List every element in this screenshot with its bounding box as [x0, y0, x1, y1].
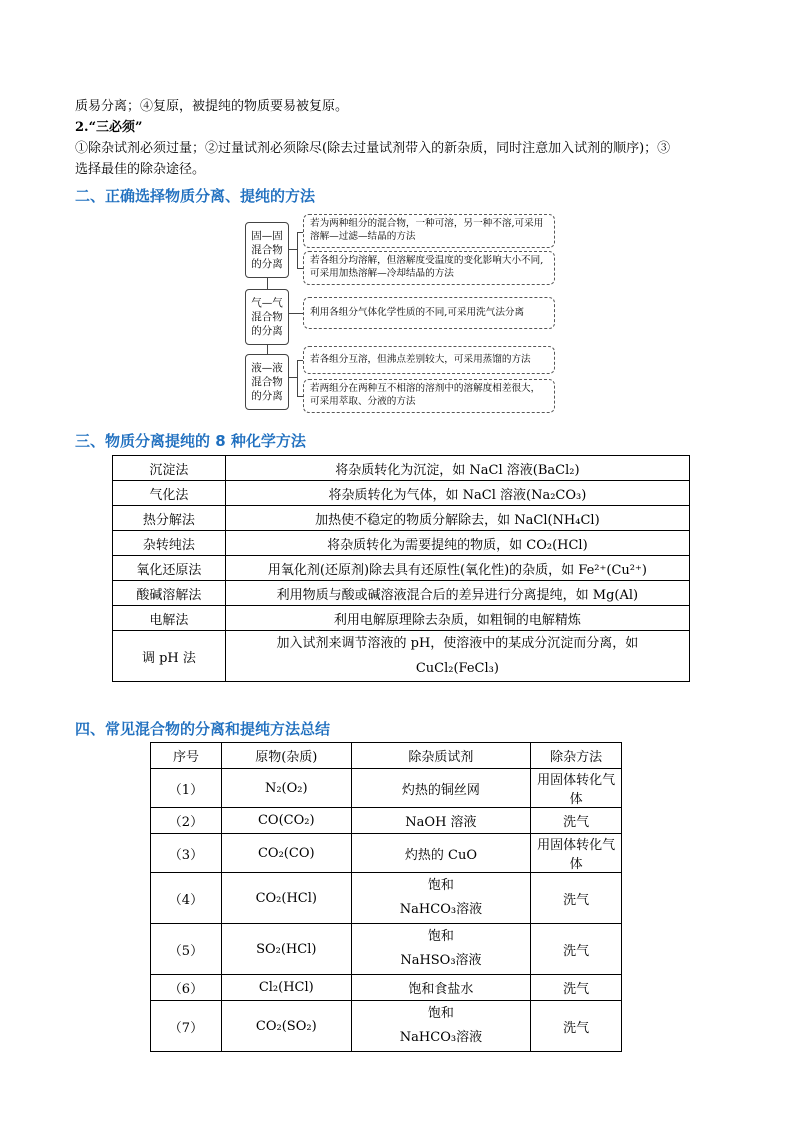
reagent-cont: NaHCO₃溶液 [399, 1030, 483, 1045]
table-row [151, 924, 622, 975]
column-header: 除杂方法 [531, 743, 622, 769]
method-name: 电解法 [113, 606, 226, 631]
method-desc: 加热使不稳定的物质分解除去，如 NaCl(NH₄Cl) [225, 506, 689, 531]
mixture: CO(CO₂) [221, 808, 351, 834]
section-heading: 三、物质分离提纯的 8 种化学方法 [75, 432, 306, 450]
removal-method: 洗气 [531, 1001, 622, 1052]
connector-line [289, 249, 297, 250]
table-header-row [151, 743, 622, 769]
method-desc: 将杂质转化为沉淀，如 NaCl 溶液(BaCl₂) [225, 456, 689, 481]
method-desc: 将杂质转化为气体，如 NaCl 溶液(Na₂CO₃) [225, 481, 689, 506]
separation-diagram [245, 212, 555, 417]
method-name: 沉淀法 [113, 456, 226, 481]
table-row [113, 531, 690, 556]
reagent-cell [351, 924, 531, 975]
reagent: 饱和食盐水 [351, 975, 531, 1001]
intro-line: 质易分离；④复原，被提纯的物质要易被复原。 [75, 99, 349, 114]
table-row [151, 975, 622, 1001]
table-row [113, 556, 690, 581]
removal-method: 用固体转化气体 [531, 769, 622, 808]
reagent-cell [351, 873, 531, 924]
table-row [151, 808, 622, 834]
removal-method: 洗气 [531, 808, 622, 834]
table-row [113, 581, 690, 606]
table-row [113, 606, 690, 631]
method-description: 若为两种组分的混合物，一种可溶，另一种不溶,可采用溶解—过滤—结晶的方法 [303, 214, 555, 248]
connector-line [289, 313, 303, 314]
mixture: Cl₂(HCl) [221, 975, 351, 1001]
reagent-cont: NaHSO₃溶液 [400, 953, 482, 968]
method-description: 若两组分在两种互不相溶的溶剂中的溶解度相差很大，可采用萃取、分液的方法 [303, 379, 555, 413]
purification-summary-table [150, 742, 622, 1052]
category-box: 气—气混合物的分离 [245, 289, 289, 345]
method-name: 调 pH 法 [113, 631, 226, 682]
removal-method: 洗气 [531, 873, 622, 924]
method-desc: 利用电解原理除去杂质，如粗铜的电解精炼 [225, 606, 689, 631]
reagent: 饱和 [427, 929, 454, 944]
row-number: （5） [151, 924, 222, 975]
column-header: 除杂质试剂 [351, 743, 531, 769]
mixture: CO₂(SO₂) [221, 1001, 351, 1052]
connector-line [289, 377, 297, 378]
method-name: 氧化还原法 [113, 556, 226, 581]
method-desc-cont: CuCl₂(FeCl₃) [415, 661, 499, 676]
method-description: 利用各组分气体化学性质的不同,可采用洗气法分离 [303, 297, 555, 329]
reagent: 饱和 [427, 878, 454, 893]
subheading-three-musts: 2.“三必须” [75, 120, 143, 135]
connector-line [297, 360, 298, 397]
reagent-cell [351, 1001, 531, 1052]
row-number: （1） [151, 769, 222, 808]
chemical-methods-table [112, 455, 690, 682]
section-heading: 二、正确选择物质分离、提纯的方法 [75, 187, 316, 205]
method-name: 杂转纯法 [113, 531, 226, 556]
reagent: 饱和 [427, 1006, 454, 1021]
mixture: SO₂(HCl) [221, 924, 351, 975]
mixture: CO₂(CO) [221, 834, 351, 873]
table-row [151, 1001, 622, 1052]
removal-method: 用固体转化气体 [531, 834, 622, 873]
reagent: 灼热的铜丝网 [351, 769, 531, 808]
table-row [113, 506, 690, 531]
method-desc: 利用物质与酸或碱溶液混合后的差异进行分离提纯，如 Mg(Al) [225, 581, 689, 606]
row-number: （3） [151, 834, 222, 873]
removal-method: 洗气 [531, 924, 622, 975]
row-number: （6） [151, 975, 222, 1001]
section-heading: 四、常见混合物的分离和提纯方法总结 [75, 720, 331, 738]
method-desc: 将杂质转化为需要提纯的物质，如 CO₂(HCl) [225, 531, 689, 556]
method-name: 气化法 [113, 481, 226, 506]
table-row [151, 873, 622, 924]
method-name: 热分解法 [113, 506, 226, 531]
row-number: （4） [151, 873, 222, 924]
removal-method: 洗气 [531, 975, 622, 1001]
table-row [151, 769, 622, 808]
column-header: 原物(杂质) [221, 743, 351, 769]
table-row [113, 456, 690, 481]
table-row [113, 481, 690, 506]
category-box: 液—液混合物的分离 [245, 354, 289, 410]
row-number: （7） [151, 1001, 222, 1052]
mixture: N₂(O₂) [221, 769, 351, 808]
method-description: 若各组分互溶，但沸点差别较大，可采用蒸馏的方法 [303, 346, 555, 374]
category-box: 固—固混合物的分离 [245, 222, 289, 278]
reagent: 灼热的 CuO [351, 834, 531, 873]
method-desc: 加入试剂来调节溶液的 pH，使溶液中的某成分沉淀而分离，如 [276, 636, 639, 651]
method-description: 若各组分均溶解，但溶解度受温度的变化影响大小不同,可采用加热溶解—冷却结晶的方法 [303, 251, 555, 285]
method-desc: 用氧化剂(还原剂)除去具有还原性(氧化性)的杂质，如 Fe²⁺(Cu²⁺) [225, 556, 689, 581]
table-row [151, 834, 622, 873]
mixture: CO₂(HCl) [221, 873, 351, 924]
intro-line: 选择最佳的除杂途径。 [75, 162, 206, 177]
method-name: 酸碱溶解法 [113, 581, 226, 606]
connector-line [297, 232, 298, 269]
intro-line: ①除杂试剂必须过量；②过量试剂必须除尽(除去过量试剂带入的新杂质，同时注意加入试剂的顺序)；③ [75, 141, 671, 156]
reagent-cont: NaHCO₃溶液 [399, 902, 483, 917]
table-row [113, 631, 690, 682]
method-desc-cell [225, 631, 689, 682]
column-header: 序号 [151, 743, 222, 769]
reagent: NaOH 溶液 [351, 808, 531, 834]
row-number: （2） [151, 808, 222, 834]
